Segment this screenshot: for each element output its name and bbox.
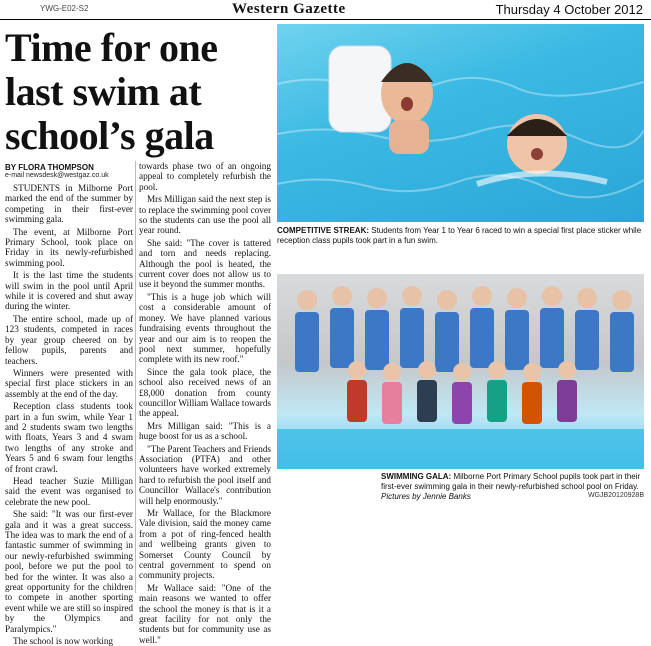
paragraph: Mr Wallace, for the Blackmore Vale division, said the money came from a pot of ring-fenced health and wellbeing grants given to Somerset County Council by central government to spend on community projects. [139,508,271,581]
article-column-1 [5,183,133,646]
paragraph: Mrs Milligan said: "This is a huge boost for us as a school. [139,420,271,442]
paragraph: "The Parent Teachers and Friends Association (PTFA) and other volunteers have worked extremely hard to refurbish the pool itself and Councillor Wallace's contribution will help enormously." [139,443,271,506]
photo-swimmers [277,24,644,222]
issue-date: Thursday 4 October 2012 [495,2,643,17]
column-divider [135,161,136,593]
paragraph: The entire school, made up of 123 students, competed in races by year group cheered on by fellow pupils, parents and teachers. [5,313,133,366]
article-column-2 [139,161,271,645]
caption-text: Students from Year 1 to Year 6 raced to win a special first place sticker while reception class pupils took part in a fun swim. [277,226,642,245]
paragraph: towards phase two of an ongoing appeal to completely refurbish the pool. [139,161,271,192]
page-code: YWG-E02-S2 [40,4,89,13]
paragraph: Mrs Milligan said the next step is to replace the swimming pool cover so the students can use the pool all year round. [139,194,271,236]
paragraph: Head teacher Suzie Milligan said the event was organised to celebrate the new pool. [5,475,133,507]
paragraph: STUDENTS in Milborne Port marked the end of the summer by competing in their first-ever swimming gala. [5,183,133,225]
caption-text: Milborne Port Primary School pupils took part in their first-ever swimming gala in their newly-refurbished school pool on Friday. [381,472,641,491]
page-header [0,0,651,20]
byline: BY FLORA THOMPSON [5,163,94,172]
byline-email: e-mail newsdesk@westgaz.co.uk [5,172,109,179]
paragraph: "This is a huge job which will cost a considerable amount of money. We have planned various fundraising events throughout the year and our aim is to reopen the pool next summer, hopefully complete with its new roof." [139,291,271,365]
paragraph: Reception class students took part in a fun swim, while Year 1 and 2 students swam two lengths with floats, Years 3 and 4 swam two lengths of any stroke and Years 5 and 6 swam four lengths of front crawl. [5,401,133,474]
group-illustration [277,274,644,469]
paragraph: It is the last time the students will swim in the pool until April while it is covered and shut away during the winter. [5,270,133,312]
photo-code: WGJB20120928B [587,492,644,499]
paragraph: The school is now working [13,636,114,646]
paragraph: Since the gala took place, the school also received news of an £8,000 donation from county councillor William Wallace towards the appeal. [139,366,271,419]
paragraph: She said: "The cover is tattered and torn and needs replacing. Although the pool is heated, the current cover does not allow us to use it beyond the summer months. [139,237,271,290]
photo-group [277,274,644,469]
paragraph: Winners were presented with special first place stickers in an assembly at the end of the day. [5,367,133,399]
caption-title: COMPETITIVE STREAK: [277,226,370,235]
swimmers-illustration [277,24,644,222]
caption-title: SWIMMING GALA: [381,472,452,481]
photo-caption-1 [277,226,644,246]
headline: Time for one last swim at school’s gala [5,25,218,158]
paragraph: She said: "It was our first-ever gala and it was a great success. The idea was to mark the end of a fantastic summer of swimming in our newly-refurbished swimming pool, before we put the pool to bed for the winter. It was also a great opportunity for the children to compete in another sporting event while we are still so inspired by the Olympics and Paralympics." [5,509,133,634]
newspaper-name: Western Gazette [232,1,346,17]
photo-credit: Pictures by Jennie Banks [381,492,471,501]
paragraph: The event, at Milborne Port Primary School, took place on Friday in its newly-refurbished swimming pool. [5,226,133,268]
paragraph: Mr Wallace said: "One of the main reasons we wanted to offer the school the money is that is it a great facility for not only the students but for community use as well." [139,582,271,645]
